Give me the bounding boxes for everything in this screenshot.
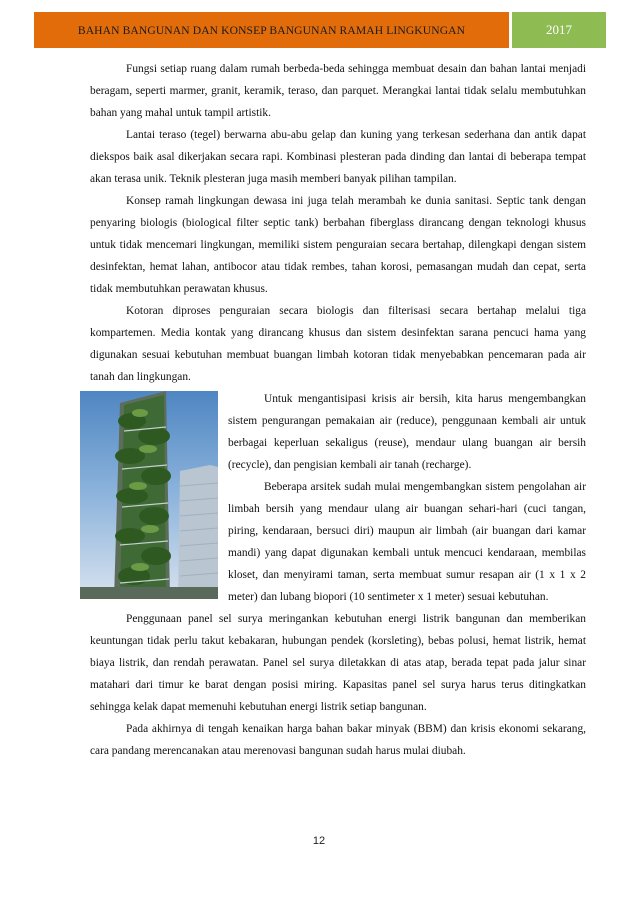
paragraph-6: Beberapa arsitek sudah mulai mengembangkan sistem pengolahan air limbah bersih yang mendaur ulang air buangan sehari-hari (cuci tangan, piring, kendaraan, bersuci diri) maupun air limbah (air buangan dari kamar mandi) yang dapat digunakan kembali untuk mencuci kendaraan, membilas kloset, dan menyirami taman, serta membuat sumur resapan air (1 x 1 x 2 meter) dan lubang biopori (10 sentimeter x 1 meter) sesuai kebutuhan. (228, 481, 586, 603)
paragraph-4: Kotoran diproses penguraian secara biologis dan filterisasi secara bertahap melalui tiga kompartemen. Media kontak yang dirancang khusus dan sistem desinfektan sarana pencuci hama yang digunakan sesuai kebutuhan membuat buangan limbah kotoran tidak menyebabkan pencemaran pada air tanah dan lingkungan. (90, 305, 586, 383)
header-year: 2017 (512, 12, 606, 48)
paragraph-4-first-line (90, 300, 586, 388)
paragraph-3: Konsep ramah lingkungan dewasa ini juga telah merambah ke dunia sanitasi. Septic tank dengan penyaring biologis (biological filter septic tank) berbahan fiberglass dirancang dengan teknologi khusus untuk tidak mencemari lingkungan, memiliki sistem penguraian secara bertahap, dilengkapi dengan sistem desinfektan, hemat lahan, antibocor atau tidak rembes, tahan korosi, pemasangan mudah dan cepat, serta tidak membutuhkan perawatan khusus. (90, 195, 586, 295)
page-number: 12 (312, 835, 326, 847)
paragraph-1: Fungsi setiap ruang dalam rumah berbeda-beda sehingga membuat desain dan bahan lantai menjadi beragam, seperti marmer, granit, keramik, teraso, dan parquet. Merangkai lantai tidak selalu membutuhkan bahan yang mahal untuk tampil artistik. (90, 63, 586, 119)
paragraph-8: Pada akhirnya di tengah kenaikan harga bahan bakar minyak (BBM) dan krisis ekonomi sekarang, cara pandang merencanakan atau merenovasi bangunan sudah harus mulai diubah. (90, 723, 586, 757)
paragraph-7: Penggunaan panel sel surya meringankan kebutuhan energi listrik bangunan dan memberikan keuntungan tidak perlu takut kebakaran, hubungan pendek (korsleting), bebas polusi, hemat listrik, hemat biaya listrik, dan rendah perawatan. Panel sel surya diletakkan di atas atap, berada tepat pada jalur sinar matahari dari timur ke barat dengan posisi miring. Kapasitas panel sel surya harus terus ditingkatkan sehingga kelak dapat memenuhi kebutuhan energi listrik setiap bangunan. (90, 613, 586, 713)
paragraph-2: Lantai teraso (tegel) berwarna abu-abu gelap dan kuning yang terkesan sederhana dan antik dapat diekspos baik asal dikerjakan secara rapi. Kombinasi plesteran pada dinding dan lantai di beberapa tempat akan terasa unik. Teknik plesteran juga masih memberi banyak pilihan tampilan. (90, 129, 586, 185)
document-body (90, 58, 586, 762)
paragraph-5: Untuk mengantisipasi krisis air bersih, kita harus mengembangkan sistem pengurangan pemakaian air (reduce), penggunaan kembali air untuk berbagai keperluan sekaligus (reuse), mendaur ulang buangan air bersih (recycle), dan pengisian kembali air tanah (recharge). (228, 393, 586, 471)
green-tower-illustration (80, 391, 218, 599)
header-title: BAHAN BANGUNAN DAN KONSEP BANGUNAN RAMAH LINGKUNGAN (34, 12, 509, 48)
green-building-photo (80, 391, 218, 599)
page-header (34, 12, 606, 48)
